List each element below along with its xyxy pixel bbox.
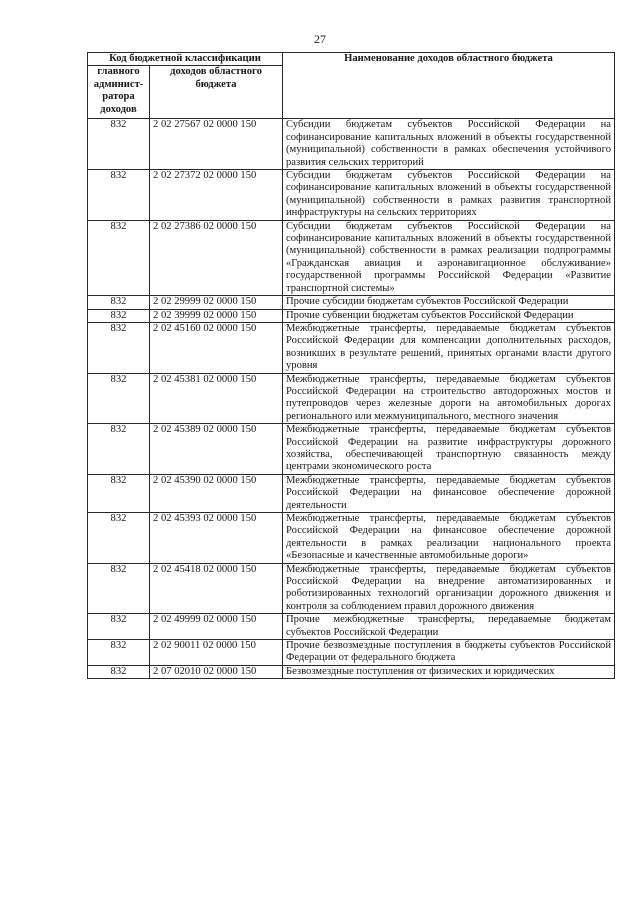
income-name-cell: Субсидии бюджетам субъектов Российской Федерации на софинансирование капитальных вложений в объекты государственной (муниципальной) собственности в рамках обеспечения устойчивого развития сельских территорий	[283, 119, 615, 170]
table-row	[88, 296, 615, 309]
income-name-cell: Прочие субвенции бюджетам субъектов Российской Федерации	[283, 309, 615, 322]
income-code-cell: 2 02 45160 02 0000 150	[150, 322, 283, 373]
income-name-cell: Субсидии бюджетам субъектов Российской Федерации на софинансирование капитальных вложений в объекты государственной (муниципальной) собственности в рамках развития транспортной инфраструктуры на сельских территориях	[283, 170, 615, 221]
table-row	[88, 373, 615, 424]
table-row	[88, 322, 615, 373]
header-income-name: Наименование доходов областного бюджета	[283, 53, 615, 119]
income-code-cell: 2 02 45418 02 0000 150	[150, 563, 283, 614]
admin-code-cell: 832	[88, 563, 150, 614]
income-name-cell: Межбюджетные трансферты, передаваемые бюджетам субъектов Российской Федерации на финансовое обеспечение дорожной деятельности в рамках реализации национального проекта «Безопасные и качественные автомобильные дороги»	[283, 513, 615, 564]
table-row	[88, 640, 615, 666]
budget-classification-table	[87, 52, 615, 679]
admin-code-cell: 832	[88, 424, 150, 475]
table-row	[88, 170, 615, 221]
income-name-cell: Прочие субсидии бюджетам субъектов Российской Федерации	[283, 296, 615, 309]
header-budget-classification-code: Код бюджетной классификации	[88, 53, 283, 66]
income-code-cell: 2 02 27567 02 0000 150	[150, 119, 283, 170]
admin-code-cell: 832	[88, 296, 150, 309]
table-row	[88, 220, 615, 295]
admin-code-cell: 832	[88, 474, 150, 512]
table-row	[88, 563, 615, 614]
table-row	[88, 513, 615, 564]
admin-code-cell: 832	[88, 614, 150, 640]
income-name-cell: Безвозмездные поступления от физических и юридических	[283, 665, 615, 678]
income-name-cell: Межбюджетные трансферты, передаваемые бюджетам субъектов Российской Федерации на внедрение автоматизированных и роботизированных технологий организации дорожного движения и контроля за соблюдением правил дорожного движения	[283, 563, 615, 614]
table-row	[88, 424, 615, 475]
admin-code-cell: 832	[88, 220, 150, 295]
admin-code-cell: 832	[88, 665, 150, 678]
admin-code-cell: 832	[88, 119, 150, 170]
income-code-cell: 2 02 45390 02 0000 150	[150, 474, 283, 512]
admin-code-cell: 832	[88, 513, 150, 564]
table-row	[88, 665, 615, 678]
income-code-cell: 2 02 49999 02 0000 150	[150, 614, 283, 640]
income-code-cell: 2 02 29999 02 0000 150	[150, 296, 283, 309]
income-code-cell: 2 07 02010 02 0000 150	[150, 665, 283, 678]
header-chief-administrator: главного админист-ратора доходов	[88, 66, 150, 119]
income-code-cell: 2 02 90011 02 0000 150	[150, 640, 283, 666]
admin-code-cell: 832	[88, 170, 150, 221]
admin-code-cell: 832	[88, 309, 150, 322]
income-name-cell: Прочие межбюджетные трансферты, передаваемые бюджетам субъектов Российской Федерации	[283, 614, 615, 640]
table-row	[88, 309, 615, 322]
admin-code-cell: 832	[88, 373, 150, 424]
income-code-cell: 2 02 45381 02 0000 150	[150, 373, 283, 424]
income-name-cell: Межбюджетные трансферты, передаваемые бюджетам субъектов Российской Федерации на развитие инфраструктуры дорожного хозяйства, обеспечивающей транспортную связанность между центрами экономического роста	[283, 424, 615, 475]
header-regional-income: доходов областного бюджета	[150, 66, 283, 119]
admin-code-cell: 832	[88, 322, 150, 373]
income-code-cell: 2 02 27372 02 0000 150	[150, 170, 283, 221]
income-name-cell: Субсидии бюджетам субъектов Российской Федерации на софинансирование капитальных вложений в объекты государственной (муниципальной) собственности в рамках реализации подпрограммы «Гражданская авиация и аэронавигационное обслуживание» государственной программы Российской Федерации «Развитие транспортной системы»	[283, 220, 615, 295]
admin-code-cell: 832	[88, 640, 150, 666]
income-name-cell: Межбюджетные трансферты, передаваемые бюджетам субъектов Российской Федерации для компенсации дополнительных расходов, возникших в результате решений, принятых органами власти другого уровня	[283, 322, 615, 373]
income-code-cell: 2 02 45389 02 0000 150	[150, 424, 283, 475]
income-name-cell: Межбюджетные трансферты, передаваемые бюджетам субъектов Российской Федерации на строительство автодорожных мостов и путепроводов через железные дороги на автомобильных дорогах регионального или межмуниципального, местного значения	[283, 373, 615, 424]
page-number: 27	[314, 32, 326, 46]
table-row	[88, 119, 615, 170]
table-row	[88, 474, 615, 512]
income-code-cell: 2 02 39999 02 0000 150	[150, 309, 283, 322]
table-row	[88, 614, 615, 640]
income-code-cell: 2 02 27386 02 0000 150	[150, 220, 283, 295]
income-name-cell: Прочие безвозмездные поступления в бюджеты субъектов Российской Федерации от федерального бюджета	[283, 640, 615, 666]
income-code-cell: 2 02 45393 02 0000 150	[150, 513, 283, 564]
income-name-cell: Межбюджетные трансферты, передаваемые бюджетам субъектов Российской Федерации на финансовое обеспечение дорожной деятельности	[283, 474, 615, 512]
